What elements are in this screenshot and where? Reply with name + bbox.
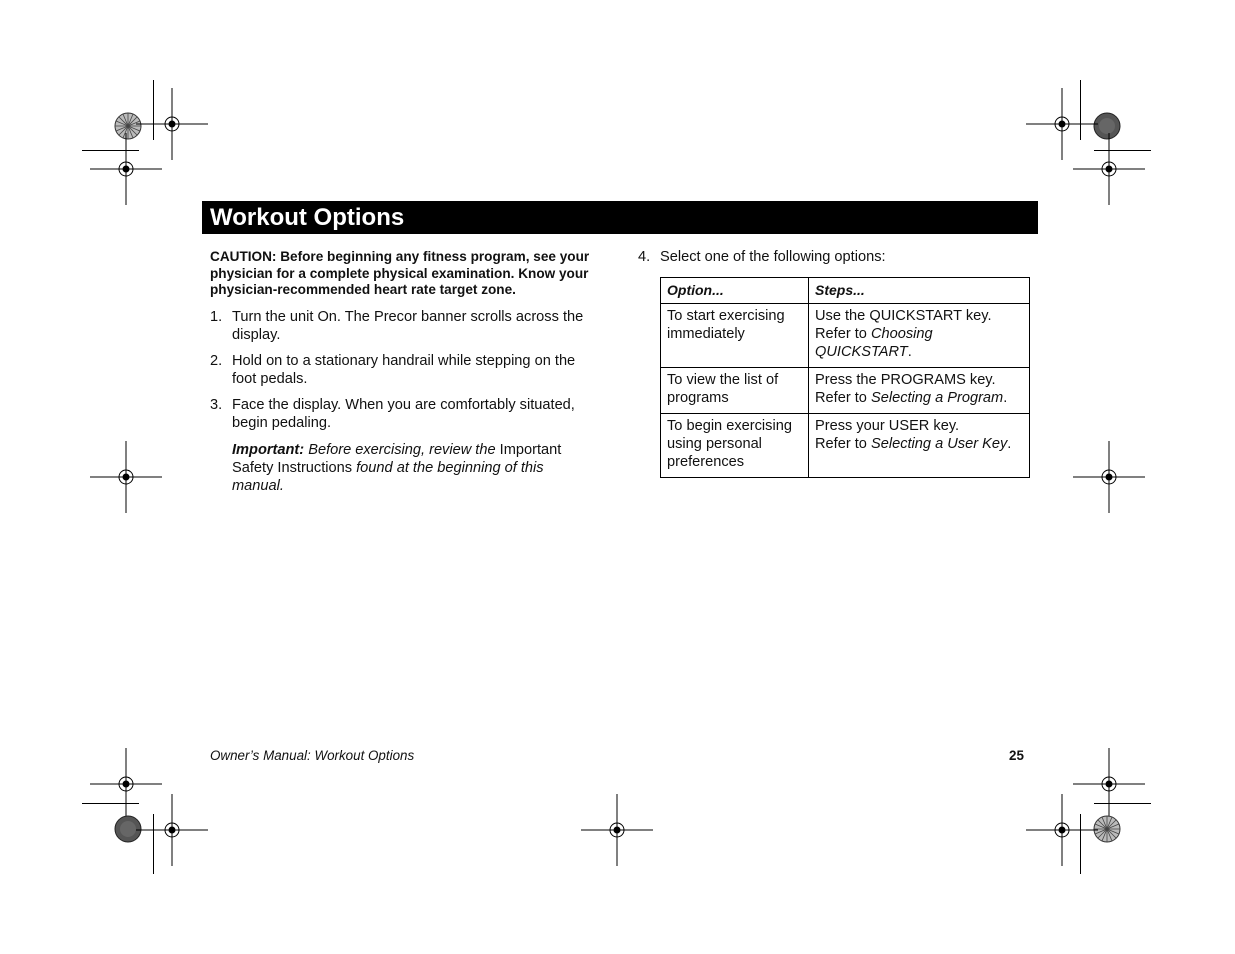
steps-cell [809, 368, 1030, 414]
step-4 [638, 248, 1038, 266]
step-line: Press your USER key. [815, 418, 960, 434]
step-3 [210, 396, 594, 432]
crop-line [1094, 803, 1151, 804]
footer-running-title: Owner’s Manual: Workout Options [210, 748, 415, 763]
reference-line [815, 325, 1023, 361]
table-row [661, 368, 1030, 414]
left-column [210, 249, 594, 495]
step-number: 1. [210, 308, 223, 325]
page-number: 25 [1009, 748, 1024, 763]
reference-title: Selecting a User Key [870, 436, 1008, 452]
crosshair-mark-icon [1073, 441, 1145, 513]
period: . [1003, 390, 1008, 406]
option-cell: To begin exercising using personal preferences [661, 414, 809, 478]
step-1 [210, 308, 594, 344]
option-cell: To view the list of programs [661, 368, 809, 414]
important-label: Important: [232, 441, 305, 458]
crosshair-mark-icon [90, 441, 162, 513]
step-text: Turn the unit On. The Precor banner scrolls across the display. [232, 308, 584, 343]
reference-title: Selecting a Program [870, 390, 1004, 406]
crosshair-mark-icon [1073, 133, 1145, 205]
period: . [1007, 436, 1012, 452]
reference-line [815, 389, 1023, 407]
page-title: Workout Options [210, 204, 405, 231]
important-text: found at the beginning of this manual. [232, 459, 544, 494]
table-row [661, 304, 1030, 368]
crosshair-mark-icon [90, 133, 162, 205]
step-number: 4. [638, 249, 651, 265]
crosshair-mark-icon [581, 794, 653, 866]
important-text: Before exercising, review the [308, 441, 496, 458]
refer-label: Refer to [815, 436, 867, 452]
step-text: Face the display. When you are comfortably situated, begin pedaling. [232, 396, 575, 431]
crosshair-mark-icon [1026, 794, 1098, 866]
options-table [660, 277, 1030, 478]
step-number: 3. [210, 396, 223, 413]
crop-line [82, 803, 139, 804]
reference-title: Choosing QUICKSTART [815, 326, 933, 360]
period: . [907, 344, 912, 360]
option-cell: To start exercising immediately [661, 304, 809, 368]
step-number: 2. [210, 352, 223, 369]
refer-label: Refer to [815, 390, 867, 406]
step-2 [210, 352, 594, 388]
column-header-steps: Steps... [809, 278, 1030, 304]
table-row [661, 414, 1030, 478]
column-header-option: Option... [661, 278, 809, 304]
refer-label: Refer to [815, 326, 867, 342]
right-column [638, 248, 1038, 266]
table-header-row [661, 278, 1030, 304]
reference-line [815, 435, 1023, 453]
steps-cell [809, 304, 1030, 368]
important-note [210, 441, 594, 495]
section-title-bar [202, 201, 1038, 234]
steps-cell [809, 414, 1030, 478]
step-text: Select one of the following options: [660, 249, 886, 265]
crosshair-mark-icon [136, 794, 208, 866]
step-line: Press the PROGRAMS key. [815, 372, 996, 388]
caution-note: CAUTION: Before beginning any fitness program, see your physician for a complete physical examination. Know your physician-recommended heart rate target zone. [210, 249, 590, 298]
important-reference: Important Safety Instructions [232, 441, 562, 476]
step-text: Hold on to a stationary handrail while stepping on the foot pedals. [232, 352, 576, 387]
step-line: Use the QUICKSTART key. [815, 308, 992, 324]
